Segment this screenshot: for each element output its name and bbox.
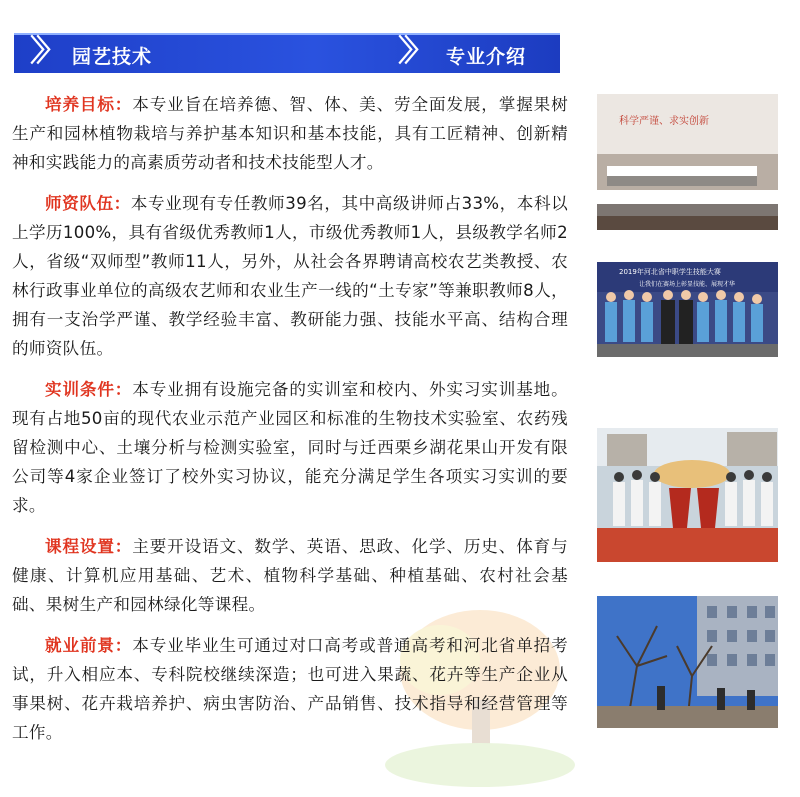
major-title: 园艺技术 xyxy=(72,46,153,68)
double-chevron-right-icon: 〉〉 xyxy=(398,34,425,69)
competition-photo xyxy=(597,262,778,357)
curriculum-paragraph xyxy=(12,532,568,619)
section-label: 培养目标： xyxy=(45,95,133,114)
introduction-body xyxy=(12,90,568,759)
lab-photo xyxy=(597,94,778,230)
employment-paragraph xyxy=(12,631,568,747)
section-text: 本专业旨在培养德、智、体、美、劳全面发展，掌握果树生产和园林植物栽培与养护基本知识和基本技能，具有工匠精神、创新精神和实践能力的高素质劳动者和技术技能型人才。 xyxy=(12,95,569,172)
section-header-bar xyxy=(14,33,560,73)
training-goal-paragraph xyxy=(12,90,568,177)
section-label: 就业前景： xyxy=(45,636,133,655)
double-chevron-right-icon: 〉〉 xyxy=(30,34,57,69)
orchard-photo xyxy=(597,596,778,728)
award-photo xyxy=(597,428,778,562)
lab-slogan: 科学严谨、求实创新 xyxy=(619,116,709,127)
section-text: 本专业毕业生可通过对口高考或普通高考和河北省单招考试，升入相应本、专科院校继续深造；也可进入果蔬、花卉等生产企业从事果树、花卉栽培养护、病虫害防治、产品销售、技术指导和经营管理等工作。 xyxy=(12,636,569,742)
introduction-title: 专业介绍 xyxy=(446,46,527,68)
banner-text-2: 让我们在赛场上彰显技能、展现才华 xyxy=(639,281,736,288)
section-text: 本专业拥有设施完备的实训室和校内、外实习实训基地。现有占地50亩的现代农业示范产业园区和标准的生物技术实验室、农药残留检测中心、土壤分析与检测实验室，同时与迁西栗乡湖花果山开发有限公司等4家企业签订了校外实习协议，能充分满足学生各项实习实训的要求。 xyxy=(12,380,569,515)
section-text: 本专业现有专任教师39名，其中高级讲师占33%，本科以上学历100%，具有省级优秀教师1人，市级优秀教师1人，县级教学名师2人，省级“双师型”教师11人，另外，从社会各界聘请高校农艺类教授、农林行政事业单位的高级农艺师和农业生产一线的“土专家”等兼职教师8人，拥有一支治学严谨、教学经验丰富、教研能力强、技能水平高、结构合理的师资队伍。 xyxy=(12,194,568,358)
faculty-paragraph xyxy=(12,189,568,363)
section-text: 主要开设语文、数学、英语、思政、化学、历史、体育与健康、计算机应用基础、艺术、植物科学基础、种植基础、农村社会基础、果树生产和园林绿化等课程。 xyxy=(12,537,569,614)
banner-text-1: 2019年河北省中职学生技能大赛 xyxy=(619,268,721,276)
section-label: 师资队伍： xyxy=(45,194,131,213)
section-label: 实训条件： xyxy=(45,380,133,399)
section-label: 课程设置： xyxy=(45,537,133,556)
training-conditions-paragraph xyxy=(12,375,568,520)
